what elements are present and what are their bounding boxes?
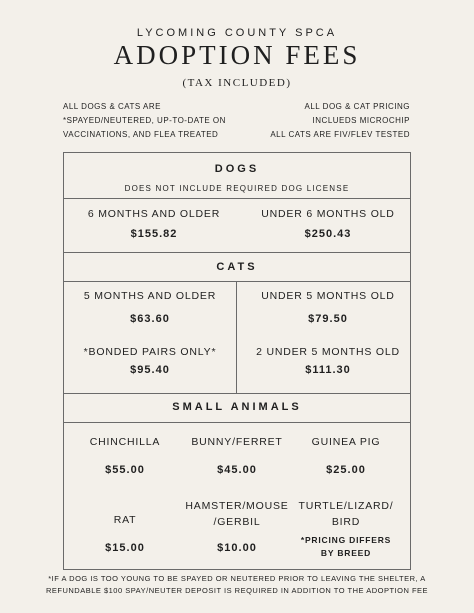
cat-fee-price: $111.30 [305,364,351,376]
dogs-section-title: DOGS [214,163,260,175]
note-right-line: ALL DOG & CAT PRICING [304,102,410,111]
small-animal-label: /GERBIL [213,516,261,528]
cat-fee-price: $95.40 [130,364,170,376]
dogs-license-note: DOES NOT INCLUDE REQUIRED DOG LICENSE [124,184,350,193]
notes-left [63,100,263,142]
note-left-line: VACCINATIONS, AND FLEA TREATED [63,130,219,139]
footer-line: REFUNDABLE $100 SPAY/NEUTER DEPOSIT IS REQUIRED IN ADDITION TO THE ADOPTION FEE [45,586,429,595]
notes-right [240,100,410,142]
small-animal-price: $10.00 [217,542,257,554]
cat-fee-price: $63.60 [130,313,170,325]
dog-fee-price: $155.82 [130,228,178,240]
divider [64,198,410,199]
small-animal-label: TURTLE/LIZARD/ [298,500,394,512]
cat-fee-price: $79.50 [308,313,348,325]
note-right-line: INCLUEDS MICROCHIP [312,116,410,125]
small-animals-section-title: SMALL ANIMALS [172,401,302,413]
dog-fee-label: UNDER 6 MONTHS OLD [261,208,395,220]
small-animal-price: $45.00 [217,464,257,476]
note-left-line: *SPAYED/NEUTERED, UP-TO-DATE ON [63,116,226,125]
organization-name: LYCOMING COUNTY SPCA [136,27,338,39]
small-animal-label: GUINEA PIG [311,436,381,448]
small-animal-label: BIRD [331,516,361,528]
dog-fee-price: $250.43 [304,228,352,240]
note-right-line: ALL CATS ARE FIV/FLEV TESTED [270,130,410,139]
footer-line: *IF A DOG IS TOO YOUNG TO BE SPAYED OR NEUTERED PRIOR TO LEAVING THE SHELTER, A [48,574,426,583]
small-animal-price: $25.00 [326,464,366,476]
footer-note [20,573,454,597]
pricing-note [288,534,404,560]
small-animal-label: HAMSTER/MOUSE [185,500,289,512]
note-left-line: ALL DOGS & CATS ARE [63,102,161,111]
pricing-note-line: BY BREED [320,548,372,558]
page-title: ADOPTION FEES [113,40,361,70]
dog-fee-label: 6 MONTHS AND OLDER [87,208,221,220]
cat-fee-label: 2 UNDER 5 MONTHS OLD [256,346,400,358]
cats-section-title: CATS [216,261,258,273]
divider [64,281,410,282]
pricing-note-line: *PRICING DIFFERS [300,535,392,545]
small-animal-label: RAT [113,514,137,526]
cat-fee-label: 5 MONTHS AND OLDER [83,290,217,302]
cat-fee-label: *BONDED PAIRS ONLY* [83,346,217,358]
divider [64,422,410,423]
divider [64,393,410,394]
small-animal-price: $15.00 [105,542,145,554]
cat-fee-label: UNDER 5 MONTHS OLD [261,290,395,302]
small-animal-label: CHINCHILLA [89,436,161,448]
tax-note: (TAX INCLUDED) [182,77,292,89]
small-animal-price: $55.00 [105,464,145,476]
divider [64,252,410,253]
small-animal-label: BUNNY/FERRET [191,436,283,448]
